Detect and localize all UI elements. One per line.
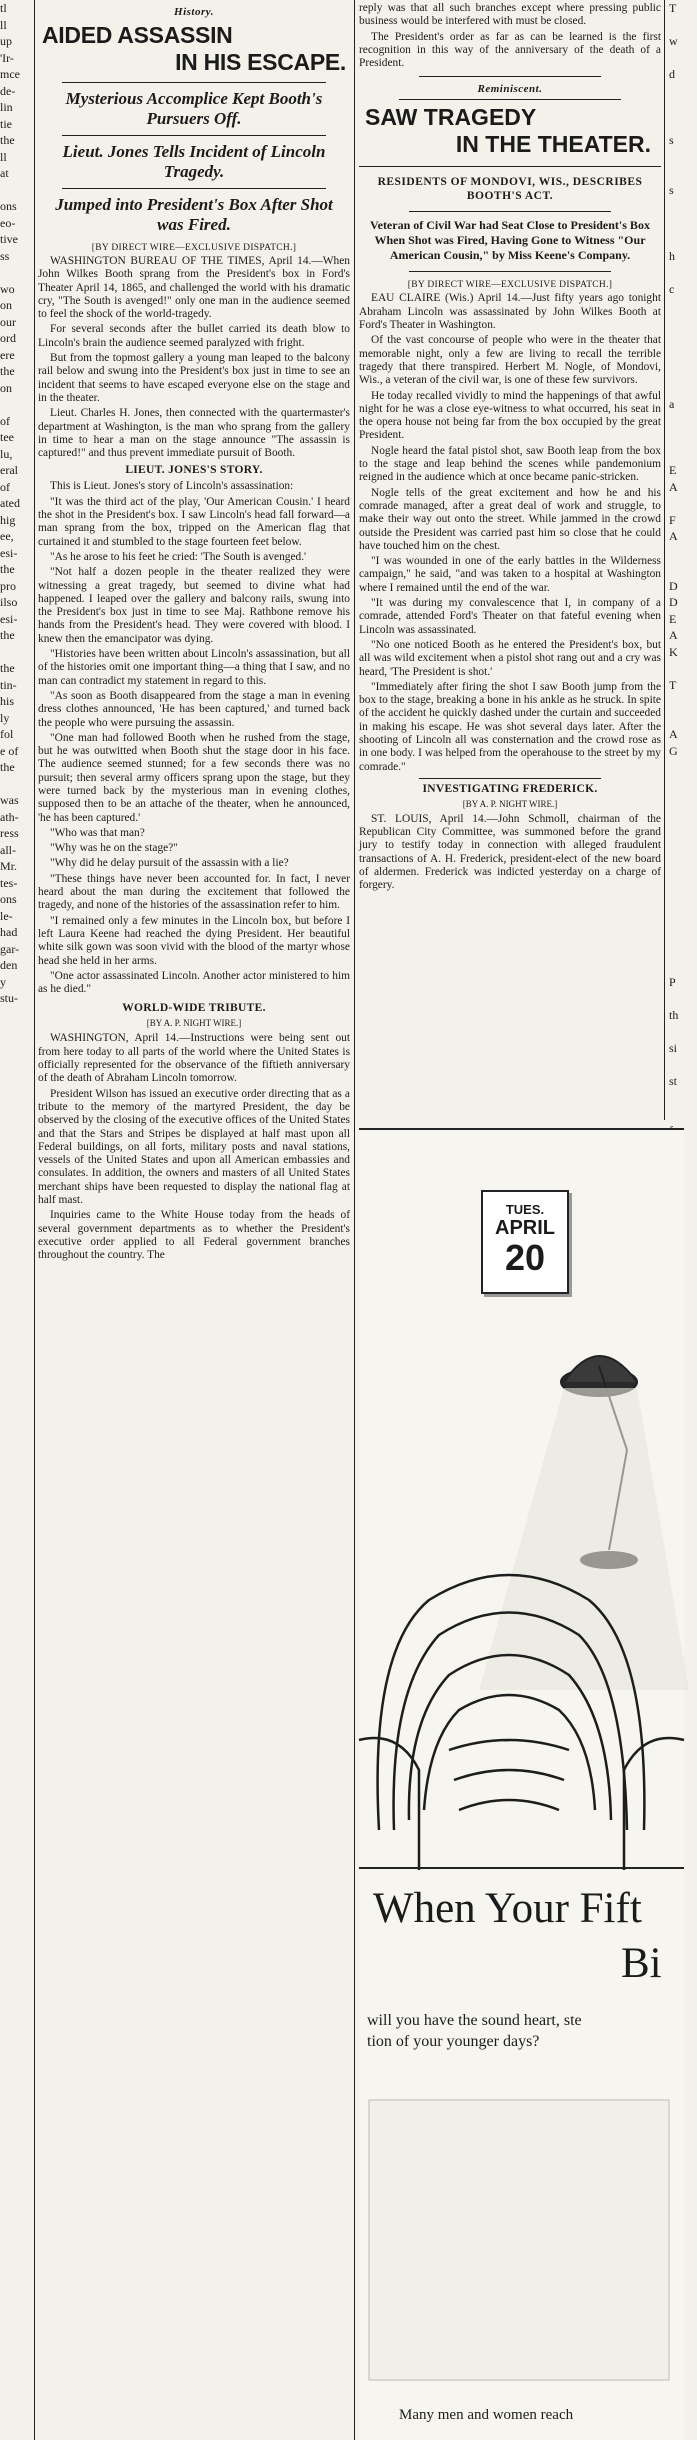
text-fragment: mce [0, 67, 20, 81]
text-fragment [669, 380, 684, 397]
headline-line-1: AIDED ASSASSIN [42, 22, 233, 48]
divider [419, 76, 601, 77]
paragraph: "No one noticed Booth as he entered the President's box, but all was wild excitement when a pistol shot rang out and a cry was heard, 'The President is shot.' [359, 638, 661, 678]
paragraph: "One man had followed Booth when he rushed from the stage, but he was outwitted when Booth shut the stage door in his face. The audience seemed stunned; for a few seconds there was no pursuit; then several army officers sprang upon the stage, but they were turned back by the mysterious man in evening clothes, supposed then to be an attache of the theater, when he announced, 'he has been captured.' [38, 731, 350, 824]
paragraph: President Wilson has issued an executive order directing that as a tribute to the memory of the martyred President, the day be observed by the closing of the executive offices of the United States and that the Stars and Stripes be displayed at half mast upon all Federal buildings, on all forts, military posts and naval stations, vessels of the United States and upon all American embassies and consulates. In addition, the owners and masters of all United States merchant ships have been requested to display the national flag at half mast. [38, 1087, 350, 1206]
text-fragment: 'Ir- [0, 50, 14, 65]
text-fragment: D [669, 578, 678, 593]
text-fragment [669, 231, 684, 248]
paragraph: Of the vast concourse of people who were in the theater that memorable night, only a few are living to recall the terrible tragedy that there transpired. Herbert M. Nogle, of Mondovi, Wis., a veteran of the civil war, is one of these few survivors. [359, 334, 661, 387]
text-fragment [669, 215, 684, 232]
text-fragment: tin- [0, 677, 17, 692]
text-fragment [669, 429, 684, 446]
advertisement [359, 1128, 684, 2440]
dateline: [BY DIRECT WIRE—EXCLUSIVE DISPATCH.] [407, 280, 613, 291]
text-fragment: K [669, 644, 678, 659]
text-fragment: d [669, 67, 675, 81]
text-fragment: tie [0, 116, 12, 131]
paragraph: EAU CLAIRE (Wis.) April 14.—Just fifty years ago tonight Abraham Lincoln was assassinated by John Wilkes Booth at Ford's Theater in Washington. [359, 292, 661, 332]
deck-3: Jumped into President's Box After Shot was Fired. [55, 195, 333, 234]
calendar-date: 20 [504, 1237, 546, 1278]
deck-2: Veteran of Civil War had Seat Close to President's Box When Shot was Fired, Having Gone to Witness "Our American Cousin," by Miss Keene's Company. [370, 218, 650, 263]
ad-illustration [359, 1130, 684, 1870]
text-fragment: c [669, 281, 675, 296]
text-fragment: fol [0, 727, 14, 741]
paragraph: He today recalled vividly to mind the happenings of that awful night for he was a close eye-witness to what occurred, his seat in the opera house not being far from the box occupied by the great President. [359, 389, 661, 442]
text-fragment: of [0, 479, 10, 494]
text-fragment [669, 693, 684, 710]
text-fragment: den [0, 958, 18, 972]
divider [62, 188, 326, 189]
text-fragment: F [669, 512, 676, 527]
text-fragment: ons [0, 892, 17, 906]
text-fragment [0, 182, 32, 199]
text-fragment: P [669, 974, 676, 989]
text-fragment [669, 710, 684, 727]
paragraph: "I was wounded in one of the early battles in the Wilderness campaign," he said, "and was taken to a hospital at Washington where I remained until the end of the war. [359, 555, 661, 594]
text-fragment: T [669, 677, 677, 692]
deck-2: Lieut. Jones Tells Incident of Lincoln Tragedy. [62, 142, 326, 181]
text-fragment [669, 908, 684, 925]
text-fragment: esi- [0, 545, 18, 560]
paragraph: "Why did he delay pursuit of the assassin with a lie? [50, 857, 289, 870]
text-fragment: G [669, 743, 678, 758]
text-fragment: eral [0, 463, 18, 477]
divider [399, 99, 621, 100]
text-fragment: A [669, 529, 678, 543]
text-fragment: le- [0, 908, 13, 923]
divider [419, 778, 601, 779]
divider [359, 166, 661, 167]
paragraph: "Who was that man? [50, 826, 145, 839]
paragraph: "Immediately after firing the shot I saw Booth jump from the box to the stage, breaking a bone in his ankle as he struck. In spite of the accident he quickly dashed under the curtain and succeeded in making his escape. He was shot several days later. After the shooting of Lincoln all was consternation and the crowd rose as in one body. I was helped from the operahouse to the street by my comrade." [359, 680, 661, 773]
dateline: [BY DIRECT WIRE—EXCLUSIVE DISPATCH.] [91, 243, 297, 253]
ad-body [367, 2010, 697, 2052]
text-fragment: our [0, 314, 16, 329]
text-fragment: ss [0, 248, 10, 263]
paragraph: But from the topmost gallery a young man leaped to the balcony rail below and swung into the President's box just in time to see an incident that seems to have escaped everyone else on the stage and in the theater. [38, 352, 350, 404]
text-fragment: the [0, 562, 15, 576]
paragraph: ST. LOUIS, April 14.—John Schmoll, chairman of the Republican City Committee, was summoned before the grand jury to testify today in connection with alleged fraudulent transactions of A. H. Frederick, president-elect of the new board of aldermen. Frederick was indicted yesterday on a charge of forgery. [359, 812, 661, 892]
paragraph: Lieut. Charles H. Jones, then connected with the quartermaster's department at Washington, is the man who sprang from the gallery in time to hear a man on the stage announce "The assassin is captured!" and thus prevent immediate pursuit of Booth. [38, 407, 350, 460]
paragraph: This is Lieut. Jones's story of Lincoln's assassination: [50, 480, 294, 493]
text-fragment [0, 396, 32, 413]
text-fragment: ll [0, 17, 7, 32]
text-fragment: ee, [0, 529, 14, 543]
text-fragment: A [669, 727, 678, 741]
text-fragment: s [669, 182, 674, 197]
text-fragment [669, 446, 684, 463]
text-fragment: the [0, 661, 15, 675]
text-fragment [669, 314, 684, 331]
text-fragment [669, 891, 684, 908]
text-fragment: D [669, 595, 678, 609]
text-fragment [669, 413, 684, 430]
text-fragment: A [669, 628, 678, 642]
text-fragment [669, 545, 684, 562]
text-fragment [669, 347, 684, 364]
text-fragment [669, 1023, 684, 1040]
text-fragment: was [0, 793, 19, 807]
text-fragment: E [669, 611, 677, 626]
headline-line-1: SAW TRAGEDY [365, 104, 537, 131]
text-fragment [669, 1106, 684, 1123]
ad-headline-1: When Your Fift [373, 1885, 642, 1932]
paragraph: "It was the third act of the play, 'Our American Cousin.' I heard the shot in the President's box. I saw Lincoln's head fall forward—a man sprang from the box, tripped on the American flag that curtained it and stumbled to the stage fourteen feet below. [38, 495, 350, 548]
text-fragment [669, 165, 684, 182]
text-fragment [669, 858, 684, 875]
text-fragment: the [0, 760, 15, 774]
column-rule [354, 0, 355, 2440]
text-fragment [669, 561, 684, 578]
headline-line-2: IN THE THEATER. [455, 131, 651, 158]
text-fragment [669, 792, 684, 809]
headline-line-2: IN HIS ESCAPE. [175, 49, 346, 75]
paragraph: "I remained only a few minutes in the Lincoln box, but before I left Laura Keene had reached the dying President. Her beautiful white silk gown was soon vivid with the blood of the martyr whose head she held in her arms. [38, 914, 350, 967]
text-fragment [669, 875, 684, 892]
text-fragment: on [0, 380, 12, 395]
text-fragment [669, 149, 684, 166]
paragraph: The President's order as far as can be learned is the first recognition in this way of the anniversary of the death of a President. [359, 30, 661, 70]
text-fragment: A [669, 479, 678, 494]
paragraph: "Why was he on the stage?" [50, 842, 178, 855]
text-fragment [669, 1089, 684, 1106]
text-fragment: stu- [0, 991, 18, 1005]
text-fragment [669, 825, 684, 842]
text-fragment [0, 644, 32, 661]
text-fragment [669, 116, 684, 133]
text-fragment: a [669, 397, 675, 411]
column-1 [38, 0, 350, 2440]
text-fragment: pro [0, 578, 16, 593]
text-fragment: tive [0, 232, 18, 246]
text-fragment: E [669, 463, 677, 477]
ad-body-line-1: will you have the sound heart, ste [367, 2012, 582, 2029]
paragraph: "One actor assassinated Lincoln. Another actor ministered to him as he died." [38, 969, 350, 996]
text-fragment: tes- [0, 875, 18, 890]
text-fragment [669, 264, 684, 281]
text-fragment [669, 330, 684, 347]
paragraph: "As he arose to his feet he cried: 'The South is avenged.' [50, 550, 307, 563]
text-fragment: ated [0, 496, 20, 510]
text-fragment [0, 264, 32, 281]
text-fragment [669, 50, 684, 67]
text-fragment [0, 776, 32, 793]
paragraph: reply was that all such branches except where pressing public business would be interfered with must be closed. [359, 2, 661, 28]
section-kicker: History. [174, 6, 214, 18]
subhead: INVESTIGATING FREDERICK. [422, 782, 598, 795]
text-fragment [669, 363, 684, 380]
column-rule [34, 0, 35, 2440]
text-fragment: all- [0, 842, 16, 857]
ad-body-line-3: Many men and women reach [399, 2407, 574, 2423]
paragraph: Inquiries came to the White House today from the heads of several government departments as to whether the President's executive order applied to all Federal government branches throughout the country. The [38, 1209, 350, 1262]
text-fragment: e of [0, 743, 19, 758]
paragraph: "These things have never been accounted for. In fact, I never heard about the man during the excitement that followed the tragedy, and none of the histories of the assassination refer to him. [38, 872, 350, 912]
text-fragment: de- [0, 83, 16, 98]
text-fragment: ath- [0, 809, 19, 824]
text-fragment: the [0, 364, 15, 378]
deck-1: RESIDENTS OF MONDOVI, WIS., DESCRIBES BOOTH'S ACT. [377, 176, 643, 203]
text-fragment [669, 924, 684, 941]
text-fragment [669, 83, 684, 100]
text-fragment: ress [0, 826, 19, 840]
text-fragment: tl [0, 1, 7, 15]
article-continuation [359, 2, 661, 70]
text-fragment: ere [0, 347, 15, 362]
section-kicker: Reminiscent. [477, 83, 543, 96]
text-fragment: of [0, 413, 10, 428]
text-fragment: T [669, 1, 677, 15]
byline: [BY A. P. NIGHT WIRE.] [462, 798, 558, 809]
text-fragment: wo [0, 281, 15, 296]
text-fragment [669, 495, 684, 512]
text-fragment: w [669, 34, 678, 48]
text-fragment [669, 957, 684, 974]
paragraph: For several seconds after the bullet carried its death blow to Lincoln's brain the audience seemed paralyzed with fright. [38, 323, 350, 349]
text-fragment [669, 297, 684, 314]
text-fragment: had [0, 925, 18, 939]
text-fragment: on [0, 298, 12, 312]
subhead: LIEUT. JONES'S STORY. [125, 464, 263, 477]
divider [62, 82, 326, 83]
paragraph: "As soon as Booth disappeared from the stage a man in evening dress clothes announced, 'He has been captured,' and turned back the people who were pursuing the assassin. [38, 689, 350, 729]
text-fragment: ilso [0, 595, 18, 609]
text-fragment [669, 1056, 684, 1073]
text-fragment: lin [0, 100, 13, 114]
text-fragment: si [669, 1040, 678, 1055]
text-fragment: gar- [0, 941, 20, 956]
text-fragment [669, 990, 684, 1007]
divider [62, 135, 326, 136]
text-fragment: eo- [0, 215, 16, 230]
paragraph: "Histories have been written about Lincoln's assassination, but all of the histories omit one important thing—a thing that I saw, and no man can contradict my statement in regard to this. [38, 648, 350, 687]
paragraph: WASHINGTON BUREAU OF THE TIMES, April 14.—When John Wilkes Booth sprang from the President's box in Ford's Theater April 14, 1865, and challenged the world with his dramatic cry, "The South is avenged!" only one man in the audience seemed to feel the shock of the world-tragedy. [38, 255, 350, 321]
text-fragment: th [669, 1007, 679, 1022]
paragraph: "Not half a dozen people in the theater realized they were witnessing a great tragedy, but seemed to divine what had happened. I leaped over the gallery and balcony rails, swung into the President's box just in time to see Maj. Rathbone remove his hands from the President's head. They were covered with blood. I knew then the emancipator was dying. [38, 566, 350, 645]
text-fragment: lu, [0, 446, 13, 461]
text-fragment [669, 759, 684, 776]
text-fragment: ord [0, 331, 16, 345]
text-fragment: ll [0, 149, 7, 164]
text-fragment: st [669, 1073, 678, 1088]
divider [409, 211, 611, 212]
paragraph: WASHINGTON, April 14.—Instructions were being sent out from here today to all parts of the world where the United States is officially represented for the observance of the fiftieth anniversary of the death of Abraham Lincoln tomorrow. [38, 1032, 350, 1085]
text-fragment: ly [0, 710, 10, 725]
text-fragment: hig [0, 512, 16, 527]
text-fragment [669, 776, 684, 793]
subhead: WORLD-WIDE TRIBUTE. [122, 1002, 266, 1015]
text-fragment [669, 941, 684, 958]
text-fragment [669, 809, 684, 826]
paragraph: "It was during my convalescence that I, in company of a comrade, attended Ford's Theater on that fateful evening when Lincoln was assassinated. [359, 597, 661, 636]
text-fragment: tee [0, 430, 14, 444]
text-fragment [669, 17, 684, 34]
divider [409, 271, 611, 272]
left-column-fragment [0, 0, 32, 1060]
text-fragment: at [0, 166, 9, 180]
ad-body-line-2: tion of your younger days? [367, 2033, 540, 2050]
column-2 [359, 0, 661, 1120]
ad-illustration-lower [359, 2080, 684, 2400]
text-fragment: the [0, 628, 15, 642]
text-fragment: the [0, 133, 15, 147]
text-fragment: y [0, 974, 6, 989]
calendar-month: APRIL [495, 1217, 555, 1239]
column-rule [664, 0, 665, 1120]
text-fragment: h [669, 248, 675, 263]
text-fragment: Mr. [0, 859, 18, 873]
right-column-fragment [666, 0, 684, 1088]
paragraph: Nogle heard the fatal pistol shot, saw Booth leap from the box to the stage and leap behind the scenes while pandemonium reigned in the audience which at once became panic-stricken. [359, 444, 661, 484]
text-fragment [669, 660, 684, 677]
text-fragment [669, 99, 684, 116]
text-fragment: ons [0, 199, 17, 213]
article-body [359, 292, 661, 892]
text-fragment: s [669, 133, 674, 147]
deck-1: Mysterious Accomplice Kept Booth's Pursuers Off. [65, 89, 323, 128]
paragraph: Nogle tells of the great excitement and how he and his comrade managed, after a great deal of work and struggle, to make their way out onto the street. While jammed in the crowd outside the President was carried past him so close that he could have touched him on the chest. [359, 486, 661, 552]
text-fragment: up [0, 34, 12, 48]
calendar-day: TUES. [505, 1202, 545, 1217]
text-fragment [669, 198, 684, 215]
text-fragment [669, 842, 684, 859]
ad-headline-2: Bi [621, 1940, 662, 1987]
text-fragment: esi- [0, 611, 18, 626]
byline: [BY A. P. NIGHT WIRE.] [146, 1018, 242, 1029]
article-body [38, 255, 350, 1262]
text-fragment: his [0, 694, 15, 708]
